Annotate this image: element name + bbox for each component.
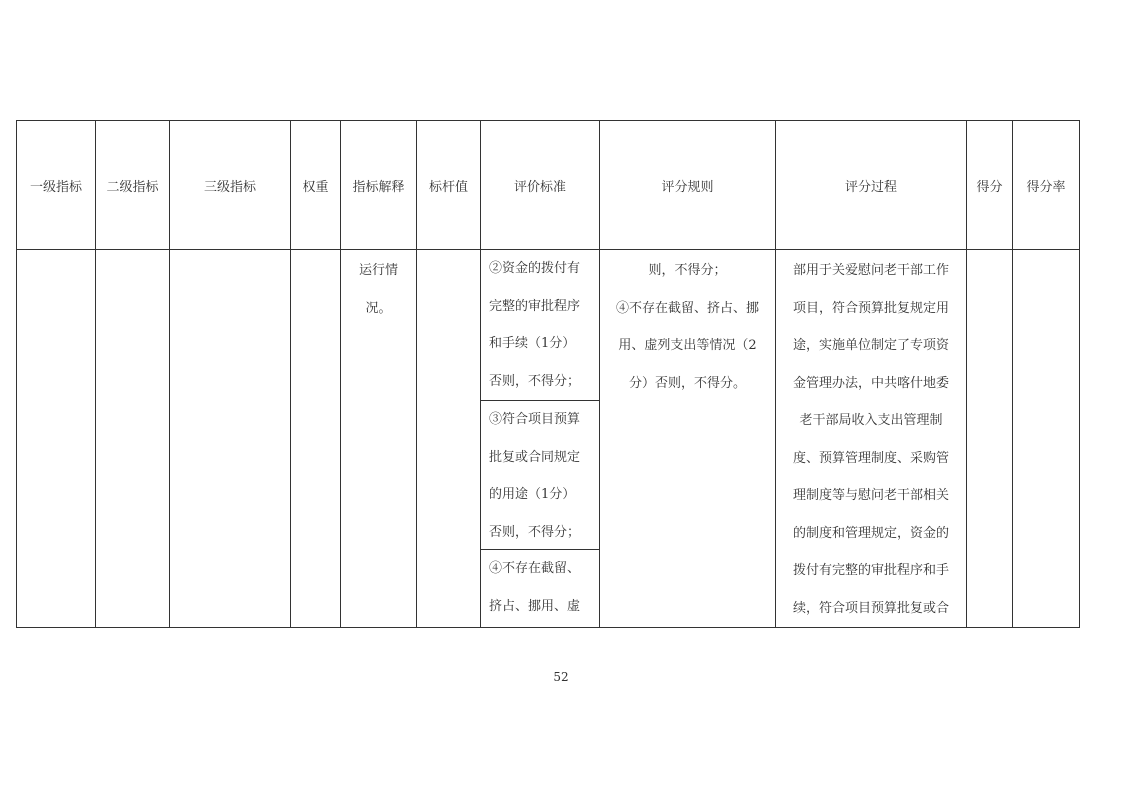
cell-process — [776, 250, 967, 628]
criteria-line: ③符合项目预算 — [489, 412, 581, 427]
criteria-line: 完整的审批程序 — [489, 298, 581, 314]
process-line: 理制度等与慰问老干部相关 — [792, 488, 949, 503]
cell-benchmark — [417, 250, 481, 628]
cell-score — [967, 250, 1013, 628]
evaluation-table — [16, 120, 1080, 628]
process-line: 项目，符合预算批复规定用 — [792, 300, 949, 316]
header-explanation: 指标解释 — [341, 121, 417, 250]
criteria-line: 挤占、挪用、虚 — [489, 598, 581, 614]
cell-weight — [291, 250, 341, 628]
process-line: 续，符合项目预算批复或合 — [792, 600, 949, 616]
header-level1: 一级指标 — [17, 121, 96, 250]
criteria-line: 和手续（1分） — [489, 336, 576, 351]
rules-line: ④不存在截留、挤占、挪 — [615, 300, 759, 316]
cell-level1 — [17, 250, 96, 628]
page-number: 52 — [553, 670, 569, 684]
criteria-line: 否则，不得分； — [489, 373, 581, 389]
header-criteria: 评价标准 — [481, 121, 600, 250]
cell-criteria — [481, 250, 600, 628]
criteria-line: 批复或合同规定 — [489, 449, 581, 465]
cell-score-rate — [1013, 250, 1080, 628]
cell-rules — [600, 250, 776, 628]
process-line: 老干部局收入支出管理制 — [799, 413, 943, 428]
explanation-line: 况。 — [365, 300, 392, 316]
cell-level2 — [96, 250, 170, 628]
explanation-line: 运行情 — [358, 263, 398, 278]
criteria-line: 否则，不得分； — [489, 524, 581, 540]
header-weight: 权重 — [291, 121, 341, 250]
header-score-rate: 得分率 — [1013, 121, 1080, 250]
criteria-line: ②资金的拨付有 — [489, 261, 581, 276]
process-line: 途，实施单位制定了专项资 — [792, 338, 949, 353]
rules-line: 分）否则，不得分。 — [628, 375, 746, 391]
criteria-part-4 — [481, 550, 599, 625]
criteria-part-2 — [481, 250, 599, 401]
process-line: 部用于关爱慰问老干部工作 — [792, 263, 949, 278]
header-row — [17, 121, 1080, 250]
header-process: 评分过程 — [776, 121, 967, 250]
criteria-line: 的用途（1分） — [489, 487, 576, 502]
criteria-part-3 — [481, 401, 599, 550]
header-rules: 评分规则 — [600, 121, 776, 250]
cell-level3 — [170, 250, 291, 628]
criteria-line: ④不存在截留、 — [489, 561, 581, 576]
header-score: 得分 — [967, 121, 1013, 250]
cell-explanation — [341, 250, 417, 628]
process-line: 的制度和管理规定，资金的 — [792, 525, 949, 541]
header-level3: 三级指标 — [170, 121, 291, 250]
process-line: 拨付有完整的审批程序和手 — [792, 563, 949, 578]
rules-line: 则，不得分； — [648, 263, 727, 278]
header-level2: 二级指标 — [96, 121, 170, 250]
rules-line: 用、虚列支出等情况（2 — [618, 338, 757, 353]
table-row — [17, 250, 1080, 628]
process-line: 度、预算管理制度、采购管 — [792, 450, 949, 466]
process-line: 金管理办法，中共喀什地委 — [792, 375, 949, 391]
header-benchmark: 标杆值 — [417, 121, 481, 250]
